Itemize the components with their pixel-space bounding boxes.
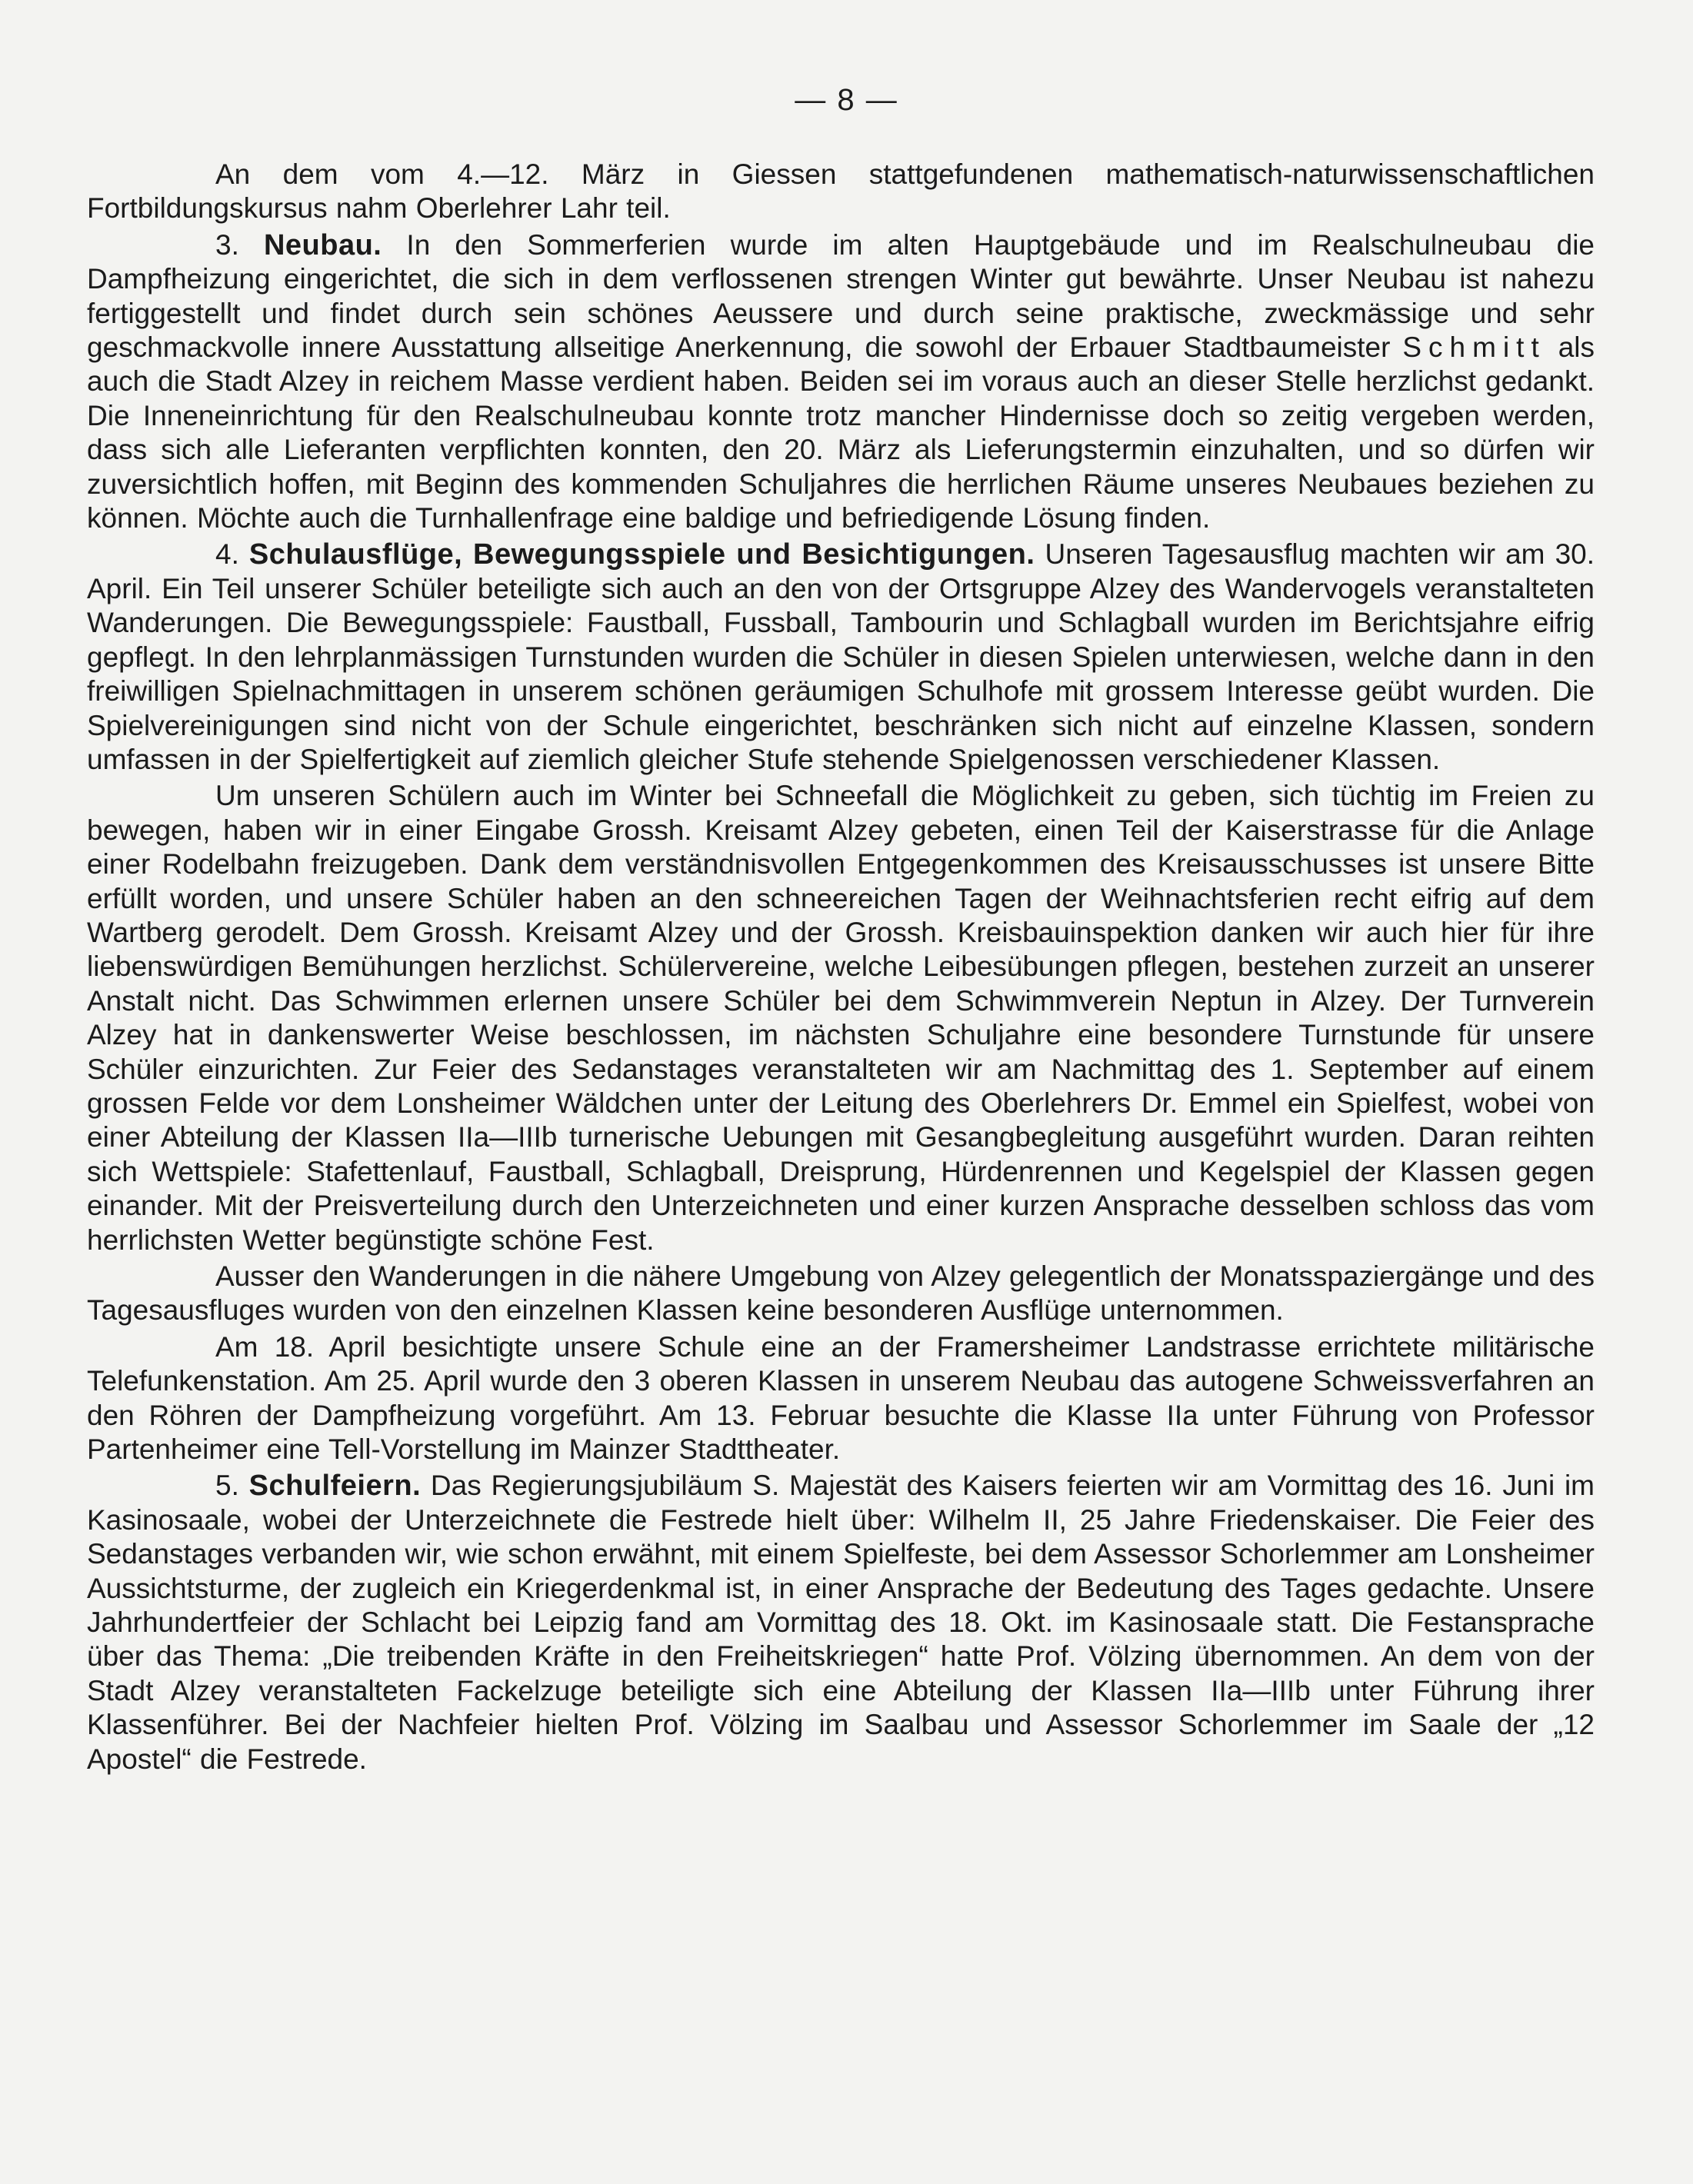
paragraph-text: als auch die Stadt Alzey in reichem Masse verdient haben. Beiden sei im voraus auch an dieser Stelle herzlichst gedankt. Die Inneneinrichtung für den Realschulneubau konnte trotz mancher Hindernisse doch so zeitig vergeben werden, dass sich alle Lieferanten verpflichten konnten, den 20. März als Lieferungstermin einzuhalten, und so dürfen wir zuversichtlich hoffen, mit Beginn des kommenden Schuljahres die herrlichen Räume unseres Neubaues beziehen zu können. Möchte auch die Turnhallenfrage eine baldige und befriedigende Lösung finden. bbox=[87, 331, 1595, 534]
paragraph-text: Um unseren Schülern auch im Winter bei Schneefall die Möglichkeit zu geben, sich tüchtig im Freien zu bewegen, haben wir in einer Eingabe Grossh. Kreisamt Alzey gebeten, einen Teil der Kaiserstrasse für die Anlage einer Rodelbahn freizugeben. Dank dem verständnisvollen Entgegenkommen des Kreisausschusses ist unsere Bitte erfüllt worden, und unsere Schüler haben an den schneereichen Tagen der Weihnachtsferien recht eifrig auf dem Wartberg gerodelt. Dem Grossh. Kreisamt Alzey und der Grossh. Kreisbauinspektion danken wir auch hier für ihre liebenswürdigen Bemühungen herzlichst. Schülervereine, welche Leibesübungen pflegen, bestehen zurzeit an unserer Anstalt nicht. Das Schwimmen erlernen unsere Schüler bei dem Schwimmverein Neptun in Alzey. Der Turnverein Alzey hat in dankenswerter Weise beschlossen, im nächsten Schuljahre eine besondere Turnstunde für unsere Schüler einzurichten. Zur Feier des Sedanstages veranstalteten wir am Nachmittag des 1. September auf einem grossen Felde vor dem Lonsheimer Wäldchen unter der Leitung des Oberlehrers Dr. Emmel ein Spielfest, wobei von einer Abteilung der Klassen IIa—IIIb turnerische Uebungen mit Gesangbegleitung ausgeführt wurden. Daran reihten sich Wettspiele: Stafettenlauf, Faustball, Schlagball, Dreisprung, Hürdenrennen und Kegelspiel der Klassen gegen einander. Mit der Preisverteilung durch den Unterzeichneten und einer kurzen Ansprache desselben schloss das vom herrlichsten Wetter begünstigte schöne Fest. bbox=[87, 780, 1595, 1256]
section-schulfeiern bbox=[87, 1469, 1595, 1776]
spaced-name: Schmitt bbox=[1402, 331, 1546, 364]
paragraph-rodelbahn bbox=[87, 779, 1595, 1257]
paragraph-text: An dem vom 4.—12. März in Giessen stattgefundenen mathematisch-naturwissenschaftlichen Fortbildungskursus nahm Oberlehrer Lahr teil. bbox=[87, 158, 1595, 225]
body-text bbox=[87, 158, 1595, 1779]
section-number: 5. bbox=[215, 1470, 239, 1502]
paragraph-text: Unseren Tagesausflug machten wir am 30. April. Ein Teil unserer Schüler beteiligte sich auch an den von der Ortsgruppe Alzey des Wandervogels veranstalteten Wanderungen. Die Bewegungsspiele: Faustball, Fussball, Tambourin und Schlagball wurden im Berichtsjahre eifrig gepflegt. In den lehrplanmässigen Turnstunden wurden die Schüler in diesen Spielen unterwiesen, welche dann in den freiwilligen Spielnachmittagen in unserem schönen geräumigen Schulhofe mit grossem Interesse geübt wurden. Die Spielvereinigungen sind nicht von der Schule eingerichtet, beschränken sich nicht auf einzelne Klassen, sondern umfassen in der Spielfertigkeit auf ziemlich gleicher Stufe stehende Spielgenossen verschiedener Klassen. bbox=[87, 538, 1595, 775]
section-number: 3. bbox=[215, 228, 239, 261]
paragraph-text: Das Regierungsjubiläum S. Majestät des Kaisers feierten wir am Vormittag des 16. Juni im Kasinosaale, wobei der Unterzeichnete die Festrede hielt über: Wilhelm II, 25 Jahre Friedenskaiser. Die Feier des Sedanstages verbanden wir, wie schon erwähnt, mit einem Spielfeste, bei dem Assessor Schorlemmer am Lonsheimer Aussichtsturme, der zugleich ein Kriegerdenkmal ist, in einer Ansprache der Bedeutung des Tages gedachte. Unsere Jahrhundertfeier der Schlacht bei Leipzig fand am Vormittag des 18. Okt. im Kasinosaale statt. Die Festansprache über das Thema: „Die treibenden Kräfte in den Freiheitskriegen“ hatte Prof. Völzing übernommen. An dem von der Stadt Alzey veranstalteten Fackelzuge beteiligte sich eine Abteilung der Klassen IIa—IIIb unter Führung ihrer Klassenführer. Bei der Nachfeier hielten Prof. Völzing im Saalbau und Assessor Schorlemmer im Saale der „12 Apostel“ die Festrede. bbox=[87, 1470, 1595, 1775]
section-schulausfluege bbox=[87, 538, 1595, 777]
paragraph-fortbildungskursus bbox=[87, 158, 1595, 226]
section-heading: Schulfeiern. bbox=[248, 1470, 422, 1503]
paragraph-text: Ausser den Wanderungen in die nähere Umgebung von Alzey gelegentlich der Monatsspaziergänge und des Tagesausfluges wurden von den einzelnen Klassen keine besonderen Ausflüge unternommen. bbox=[87, 1260, 1595, 1327]
section-heading: Neubau. bbox=[263, 228, 382, 261]
page-number: — 8 — bbox=[795, 83, 898, 117]
section-number: 4. bbox=[215, 538, 239, 571]
section-neubau bbox=[87, 228, 1595, 536]
section-heading: Schulausflüge, Bewegungsspiele und Besichtigungen. bbox=[248, 538, 1035, 571]
paragraph-text: Am 18. April besichtigte unsere Schule eine an der Framersheimer Landstrasse errichtete militärische Telefunkenstation. Am 25. April wurde den 3 oberen Klassen in unserem Neubau das autogene Schweissverfahren an den Röhren der Dampfheizung vorgeführt. Am 13. Februar besuchte die Klasse IIa unter Führung von Professor Partenheimer eine Tell-Vorstellung im Mainzer Stadttheater. bbox=[87, 1330, 1595, 1466]
paragraph-text: In den Sommerferien wurde im alten Hauptgebäude und im Realschulneubau die Dampfheizung eingerichtet, die sich in dem verflossenen strengen Winter gut bewährte. Unser Neubau ist nahezu fertiggestellt und findet durch sein schönes Aeussere und durch seine praktische, zweckmässige und sehr geschmackvolle innere Ausstattung allseitige Anerkennung, die sowohl der Erbauer Stadtbaumeister bbox=[87, 228, 1595, 364]
paragraph-wanderungen bbox=[87, 1260, 1595, 1328]
paragraph-besichtigungen bbox=[87, 1330, 1595, 1467]
